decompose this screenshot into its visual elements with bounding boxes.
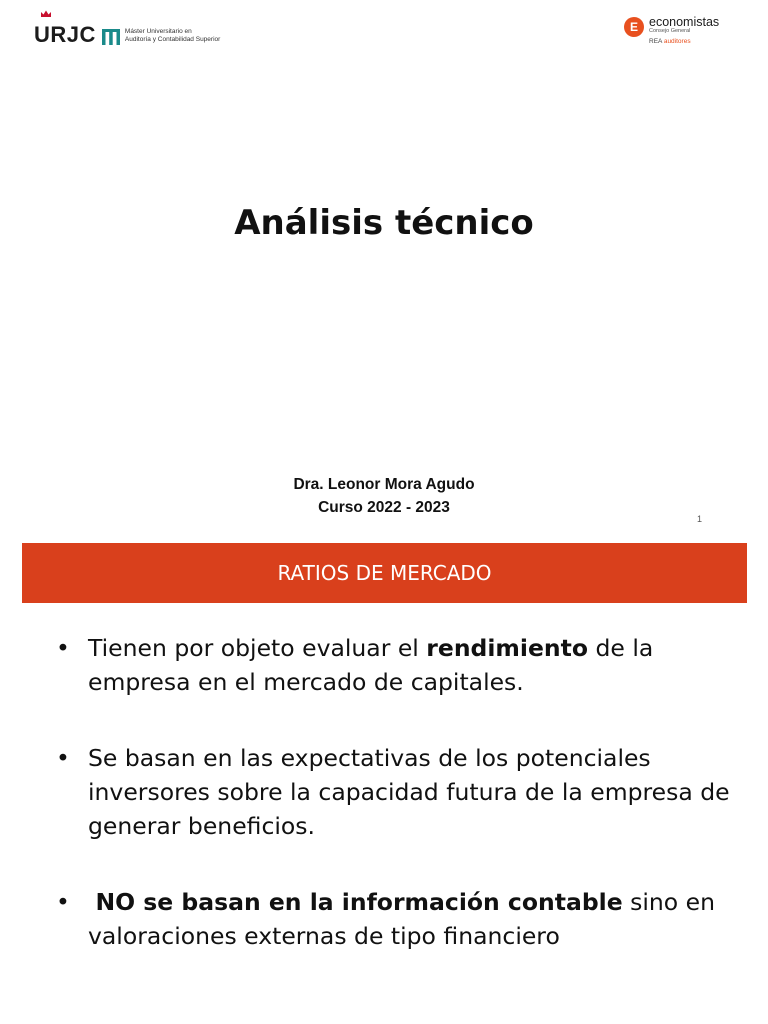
urjc-wordmark: URJC xyxy=(34,22,96,47)
page-number: 1 xyxy=(697,514,703,524)
bullet-text: sino en valoraciones externas de tipo financiero xyxy=(88,888,715,950)
economistas-name: economistas xyxy=(649,15,720,29)
section-banner xyxy=(22,543,747,603)
economistas-mark-icon: E xyxy=(624,17,644,37)
author-block xyxy=(0,473,768,519)
master-line-1: Máster Universitario en xyxy=(124,28,192,35)
bullet-list xyxy=(56,631,746,995)
bullet-text: de la empresa en el mercado de capitales. xyxy=(88,634,654,696)
master-m-icon xyxy=(102,29,120,45)
author-name: Dra. Leonor Mora Agudo xyxy=(293,476,475,493)
economistas-logo xyxy=(624,16,719,46)
urjc-logo xyxy=(34,12,220,46)
bullet-bold-text: rendimiento xyxy=(426,634,589,662)
content-slide xyxy=(0,535,768,1024)
bullet-item xyxy=(56,885,746,953)
bullet-marker: • xyxy=(56,744,70,772)
bullet-marker: • xyxy=(56,634,70,662)
auditores-label: auditores xyxy=(663,38,691,45)
bullet-text: Tienen por objeto evaluar el xyxy=(88,634,427,662)
rea-auditores-label xyxy=(649,37,719,46)
master-line-2: Auditoría y Contabilidad Superior xyxy=(124,36,221,43)
bullet-item xyxy=(56,741,746,843)
course-year: Curso 2022 - 2023 xyxy=(318,499,450,516)
economistas-sub: Consejo General xyxy=(649,28,691,34)
bullet-item xyxy=(56,631,746,699)
rea-label: REA xyxy=(649,38,663,45)
crown-icon xyxy=(40,10,52,18)
master-program-label xyxy=(125,28,220,44)
bullet-bold-text: NO se basan en la información contable xyxy=(95,888,623,916)
bullet-marker: • xyxy=(56,888,70,916)
bullet-text: Se basan en las expectativas de los potenciales inversores sobre la capacidad futura de la empresa de generar beneficios. xyxy=(88,744,730,840)
slide-title: Análisis técnico xyxy=(234,203,534,243)
banner-title: RATIOS DE MERCADO xyxy=(277,561,492,585)
